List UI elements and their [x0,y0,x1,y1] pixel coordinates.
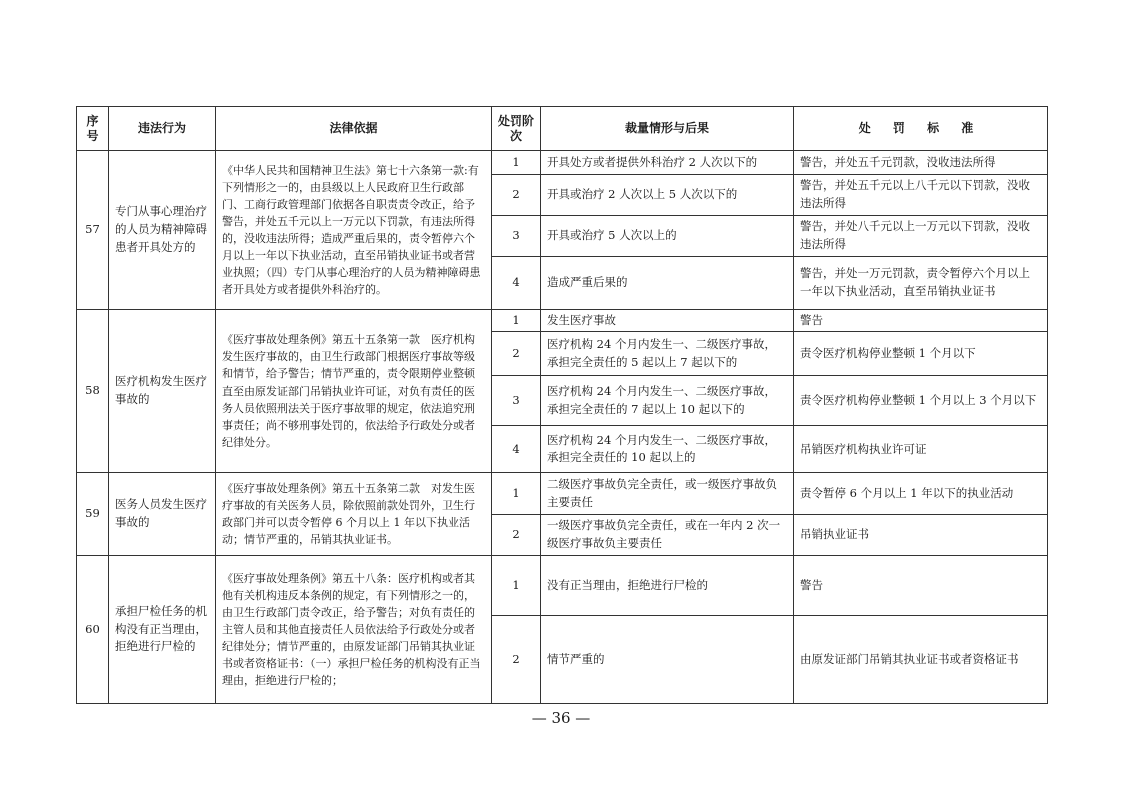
standard-cell: 责令医疗机构停业整顿 1 个月以下 [794,332,1048,376]
page-number: — 36 — [531,709,591,727]
standard-cell: 吊销医疗机构执业许可证 [794,426,1048,473]
legal-basis-cell: 《医疗事故处理条例》第五十五条第一款 医疗机构发生医疗事故的，由卫生行政部门根据医疗事故等级和情节，给予警告；情节严重的，责令限期停业整顿直至由原发证部门吊销执业许可证，对负有责任的医务人员依照刑法关于医疗事故罪的规定，依法追究刑事责任；尚不够刑事处罚的，依法给予行政处分或者纪律处分。 [216,309,492,473]
table-row [77,309,1048,332]
circumstance-cell: 造成严重后果的 [541,256,794,309]
circumstance-cell: 二级医疗事故负完全责任，或一级医疗事故负主要责任 [541,473,794,515]
violation-cell: 承担尸检任务的机构没有正当理由，拒绝进行尸检的 [109,556,216,704]
order-cell: 1 [492,309,541,332]
circumstance-cell: 医疗机构 24 个月内发生一、二级医疗事故，承担完全责任的 7 起以上 10 起以下的 [541,376,794,426]
standard-cell: 警告，并处一万元罚款，责令暂停六个月以上一年以下执业活动，直至吊销执业证书 [794,256,1048,309]
order-cell: 3 [492,215,541,256]
order-cell: 1 [492,151,541,175]
standard-cell: 责令医疗机构停业整顿 1 个月以上 3 个月以下 [794,376,1048,426]
legal-basis-cell: 《中华人民共和国精神卫生法》第七十六条第一款:有下列情形之一的，由县级以上人民政府卫生行政部门、工商行政管理部门依据各自职责责令改正，给予警告，并处五千元以上一万元以下罚款，有违法所得的，没收违法所得；造成严重后果的，责令暂停六个月以上一年以下执业活动，直至吊销执业证书或者营业执照；（四）专门从事心理治疗的人员为精神障碍患者开具处方或者提供外科治疗的。 [216,151,492,310]
table-row [77,556,1048,616]
standard-cell: 警告 [794,309,1048,332]
standard-cell: 由原发证部门吊销其执业证书或者资格证书 [794,616,1048,704]
seq-cell: 59 [77,473,109,556]
standard-cell: 警告，并处五千元以上八千元以下罚款，没收违法所得 [794,175,1048,216]
order-cell: 3 [492,376,541,426]
legal-basis-cell: 《医疗事故处理条例》第五十五条第二款 对发生医疗事故的有关医务人员，除依照前款处罚外，卫生行政部门并可以责令暂停 6 个月以上 1 年以下执业活动；情节严重的，吊销其执业证书。 [216,473,492,556]
seq-cell: 57 [77,151,109,310]
order-cell: 1 [492,473,541,515]
seq-cell: 58 [77,309,109,473]
header-seq: 序号 [77,107,109,151]
order-cell: 4 [492,256,541,309]
order-cell: 2 [492,616,541,704]
violation-cell: 医疗机构发生医疗事故的 [109,309,216,473]
violation-cell: 专门从事心理治疗的人员为精神障碍患者开具处方的 [109,151,216,310]
circumstance-cell: 医疗机构 24 个月内发生一、二级医疗事故，承担完全责任的 10 起以上的 [541,426,794,473]
table-row [77,473,1048,515]
standard-cell: 吊销执业证书 [794,515,1048,556]
order-cell: 2 [492,515,541,556]
header-penalty-order: 处罚阶次 [492,107,541,151]
legal-basis-cell: 《医疗事故处理条例》第五十八条：医疗机构或者其他有关机构违反本条例的规定，有下列情形之一的，由卫生行政部门责令改正，给予警告；对负有责任的主管人员和其他直接责任人员依法给予行政处分或者纪律处分；情节严重的，由原发证部门吊销其执业证书或者资格证书：（一）承担尸检任务的机构没有正当理由，拒绝进行尸检的； [216,556,492,704]
order-cell: 2 [492,175,541,216]
circumstance-cell: 情节严重的 [541,616,794,704]
circumstance-cell: 医疗机构 24 个月内发生一、二级医疗事故，承担完全责任的 5 起以上 7 起以下的 [541,332,794,376]
circumstance-cell: 一级医疗事故负完全责任，或在一年内 2 次一级医疗事故负主要责任 [541,515,794,556]
header-row [77,107,1048,151]
circumstance-cell: 开具或治疗 5 人次以上的 [541,215,794,256]
circumstance-cell: 没有正当理由，拒绝进行尸检的 [541,556,794,616]
header-circumstance: 裁量情形与后果 [541,107,794,151]
circumstance-cell: 发生医疗事故 [541,309,794,332]
header-legal-basis: 法律依据 [216,107,492,151]
penalty-table [76,106,1048,704]
violation-cell: 医务人员发生医疗事故的 [109,473,216,556]
standard-cell: 警告，并处八千元以上一万元以下罚款，没收违法所得 [794,215,1048,256]
header-violation: 违法行为 [109,107,216,151]
seq-cell: 60 [77,556,109,704]
order-cell: 4 [492,426,541,473]
order-cell: 1 [492,556,541,616]
table-row [77,151,1048,175]
standard-cell: 警告，并处五千元罚款，没收违法所得 [794,151,1048,175]
order-cell: 2 [492,332,541,376]
circumstance-cell: 开具或治疗 2 人次以上 5 人次以下的 [541,175,794,216]
header-standard: 处 罚 标 准 [794,107,1048,151]
standard-cell: 警告 [794,556,1048,616]
standard-cell: 责令暂停 6 个月以上 1 年以下的执业活动 [794,473,1048,515]
circumstance-cell: 开具处方或者提供外科治疗 2 人次以下的 [541,151,794,175]
